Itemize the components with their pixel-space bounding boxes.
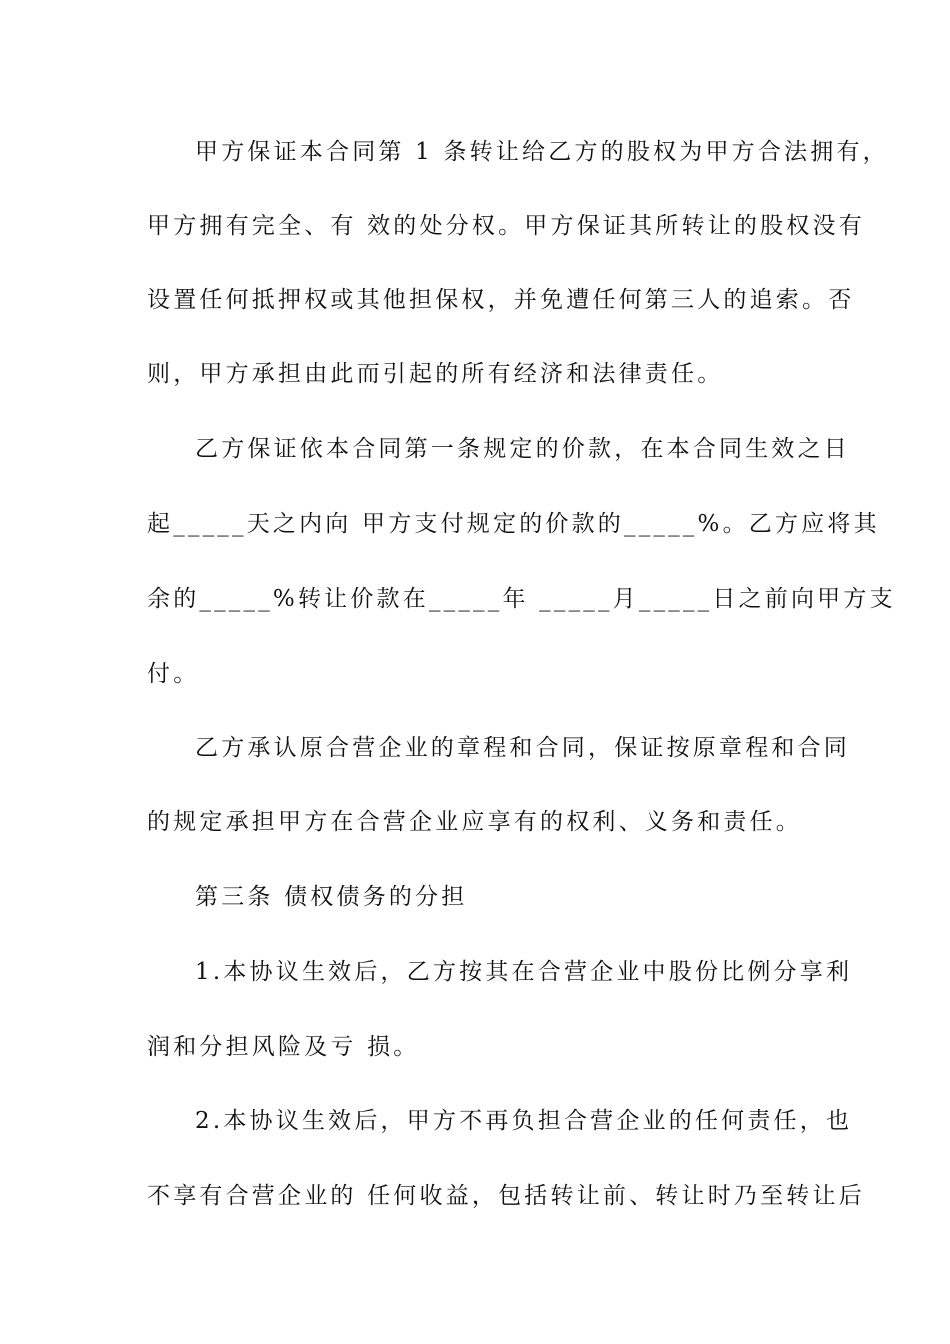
paragraph-line: 付。 [147,661,200,687]
paragraph-line: 的规定承担甲方在合营企业应享有的权利、义务和责任。 [147,809,802,835]
paragraph-line: 余的_____%转让价款在_____年 _____月_____日之前向甲方支 [147,586,896,612]
paragraph-line: 乙方承认原合营企业的章程和合同，保证按原章程和合同 [195,735,850,761]
paragraph-line: 润和分担风险及亏 损。 [147,1034,420,1060]
paragraph-line: 甲方拥有完全、有 效的处分权。甲方保证其所转让的股权没有 [147,213,865,239]
paragraph-line: 起_____天之内向 甲方支付规定的价款的_____%。乙方应将其 [147,511,880,537]
paragraph-line: 1.本协议生效后，乙方按其在合营企业中股份比例分享利 [195,959,853,985]
section-heading: 第三条 债权债务的分担 [195,884,468,910]
paragraph-line: 2.本协议生效后，甲方不再负担合营企业的任何责任，也 [195,1108,853,1134]
paragraph-line: 不享有合营企业的 任何收益，包括转让前、转让时乃至转让后 [147,1183,865,1209]
paragraph-line: 乙方保证依本合同第一条规定的价款，在本合同生效之日 [195,436,850,462]
paragraph-line: 甲方保证本合同第 1 条转让给乙方的股权为甲方合法拥有， [195,139,889,165]
paragraph-line: 设置任何抵押权或其他担保权，并免遭任何第三人的追索。否 [147,287,855,313]
paragraph-line: 则，甲方承担由此而引起的所有经济和法律责任。 [147,361,724,387]
